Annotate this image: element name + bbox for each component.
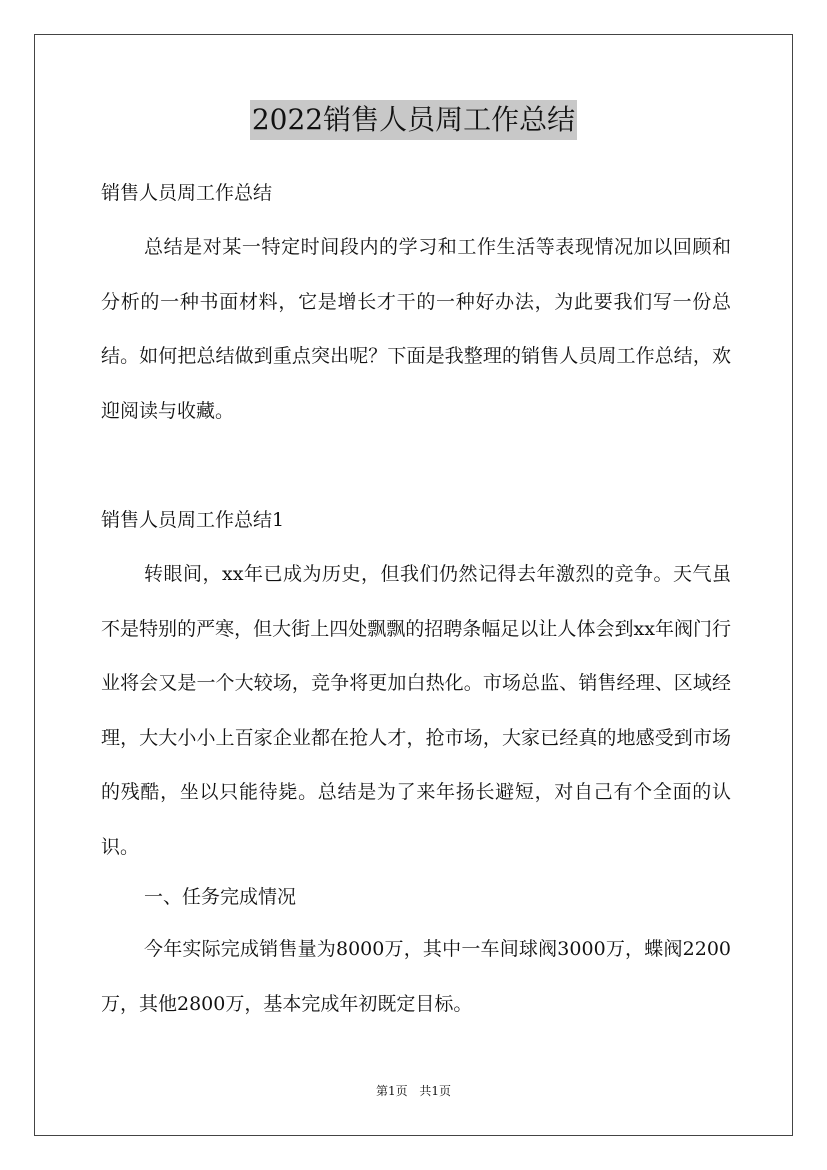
document-title-wrap [0, 100, 827, 140]
page-footer [0, 1083, 827, 1099]
page-number: 第1页 [375, 1084, 408, 1098]
subtitle: 销售人员周工作总结 [101, 182, 273, 204]
document-title: 2022销售人员周工作总结 [250, 100, 577, 140]
subsection-title: 一、任务完成情况 [144, 886, 297, 908]
intro-paragraph: 总结是对某一特定时间段内的学习和工作生活等表现情况加以回顾和分析的一种书面材料，它是增长才干的一种好办法，为此要我们写一份总结。如何把总结做到重点突出呢？下面是我整理的销售人员周工作总结，欢迎阅读与收藏。 [101, 236, 731, 422]
section-1-title: 销售人员周工作总结1 [101, 509, 285, 531]
subsection-paragraph: 今年实际完成销售量为8000万，其中一车间球阀3000万，蝶阀2200万，其他2800万，基本完成年初既定目标。 [101, 938, 731, 1015]
page-total: 共1页 [419, 1084, 452, 1098]
section-1-paragraph: 转眼间，xx年已成为历史，但我们仍然记得去年激烈的竞争。天气虽不是特别的严寒，但大街上四处飘飘的招聘条幅足以让人体会到xx年阀门行业将会又是一个大较场，竞争将更加白热化。市场总监、销售经理、区域经理，大大小小上百家企业都在抢人才，抢市场，大家已经真的地感受到市场的残酷，坐以只能待毙。总结是为了来年扬长避短，对自己有个全面的认识。 [101, 563, 731, 858]
